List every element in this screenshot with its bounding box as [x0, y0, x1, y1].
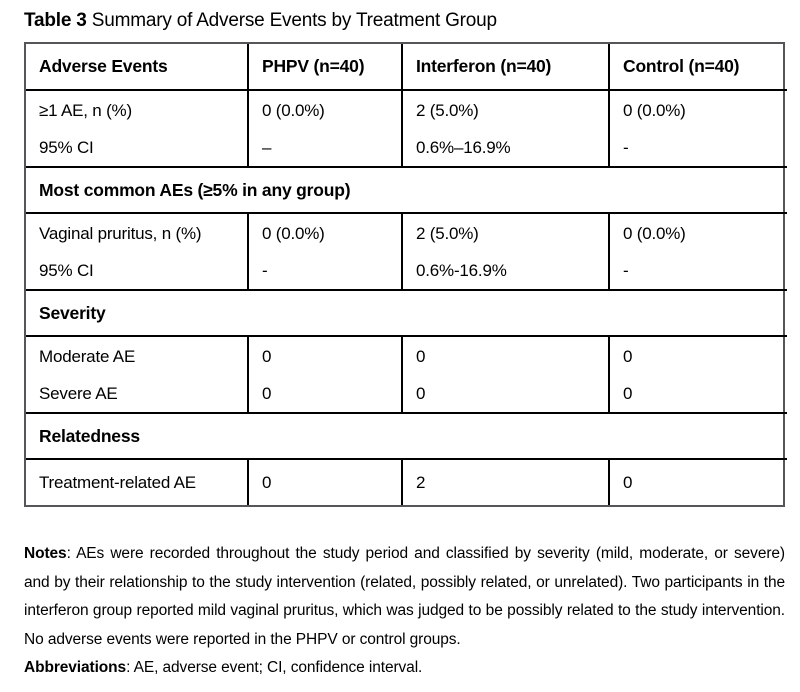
value-cell-phpv [248, 336, 402, 413]
abbreviations-text: : AE, adverse event; CI, confidence interval. [126, 659, 423, 676]
row-label-line: 95% CI [39, 137, 94, 157]
row-label-line: 95% CI [39, 260, 94, 280]
row-label-cell [26, 336, 248, 413]
section-label: Most common AEs (≥5% in any group) [26, 167, 787, 213]
value-line: - [623, 260, 629, 280]
table-row-vaginal-pruritus [26, 213, 787, 290]
row-label-line: ≥1 AE, n (%) [39, 100, 132, 120]
value-line: 0 [416, 346, 426, 366]
value-line: 0 [416, 383, 426, 403]
table-row-severity-counts [26, 336, 787, 413]
notes-paragraph [24, 540, 785, 654]
header-cell-adverse-events: Adverse Events [26, 44, 248, 90]
table-footnotes [24, 540, 785, 683]
row-label-cell [26, 90, 248, 167]
notes-text: : AEs were recorded throughout the study period and classified by severity (mild, moderate, or severe) and by their relationship to the study intervention (related, possibly related, or unrelated). Two participants in the interferon group reported mild vaginal pruritus, which was judged to be possibly related to the study intervention. No adverse events were reported in the PHPV or control groups. [24, 545, 785, 648]
value-line: 0 (0.0%) [262, 223, 325, 243]
value-line: 2 (5.0%) [416, 223, 479, 243]
row-label-line: Vaginal pruritus, n (%) [39, 223, 202, 243]
value-cell-control [609, 90, 787, 167]
value-cell-interferon [402, 336, 609, 413]
value-cell-phpv: 0 [248, 459, 402, 505]
value-line: - [623, 137, 629, 157]
table-row-treatment-related [26, 459, 787, 505]
notes-label: Notes [24, 545, 67, 562]
value-line: 0 [262, 383, 272, 403]
value-line: 2 (5.0%) [416, 100, 479, 120]
value-line: – [262, 137, 272, 157]
header-cell-phpv: PHPV (n=40) [248, 44, 402, 90]
row-label-cell [26, 213, 248, 290]
value-cell-interferon: 2 [402, 459, 609, 505]
value-cell-control: 0 [609, 459, 787, 505]
row-label-line: Severe AE [39, 383, 118, 403]
abbreviations-label: Abbreviations [24, 659, 127, 676]
value-cell-interferon [402, 90, 609, 167]
value-cell-phpv [248, 213, 402, 290]
value-line: 0 [623, 383, 633, 403]
abbreviations-paragraph [24, 654, 785, 683]
value-cell-control [609, 213, 787, 290]
table-row-any-ae [26, 90, 787, 167]
value-cell-interferon [402, 213, 609, 290]
table-grid [26, 44, 787, 505]
section-row-most-common-aes [26, 167, 787, 213]
adverse-events-table [24, 42, 785, 507]
value-line: 0.6%-16.9% [416, 260, 507, 280]
section-row-relatedness [26, 413, 787, 459]
section-label: Severity [26, 290, 787, 336]
section-row-severity [26, 290, 787, 336]
value-line: 0 (0.0%) [623, 100, 686, 120]
header-cell-control: Control (n=40) [609, 44, 787, 90]
table-caption-label: Table 3 [24, 10, 87, 31]
header-cell-interferon: Interferon (n=40) [402, 44, 609, 90]
value-cell-control [609, 336, 787, 413]
row-label-cell: Treatment-related AE [26, 459, 248, 505]
value-line: - [262, 260, 268, 280]
value-line: 0 (0.0%) [262, 100, 325, 120]
value-cell-phpv [248, 90, 402, 167]
value-line: 0.6%–16.9% [416, 137, 511, 157]
value-line: 0 [262, 346, 272, 366]
table-header-row [26, 44, 787, 90]
table-caption-title: Summary of Adverse Events by Treatment Group [86, 10, 497, 31]
table-caption [24, 8, 497, 34]
value-line: 0 [623, 346, 633, 366]
section-label: Relatedness [26, 413, 787, 459]
value-line: 0 (0.0%) [623, 223, 686, 243]
row-label-line: Moderate AE [39, 346, 136, 366]
